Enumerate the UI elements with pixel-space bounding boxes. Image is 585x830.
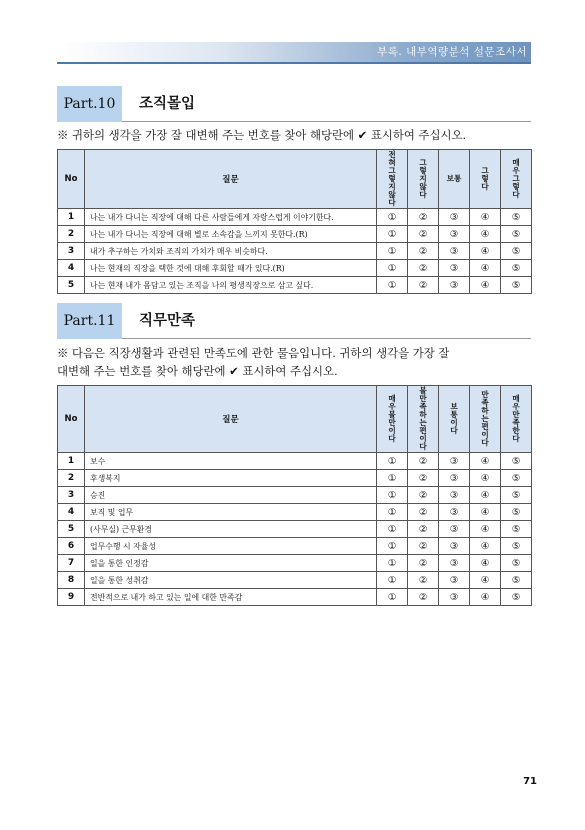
answer-choice-1[interactable]: ① [377,470,408,487]
answer-choice-4[interactable]: ④ [470,243,501,260]
row-number: 6 [58,538,85,555]
answer-choice-4[interactable]: ④ [470,572,501,589]
answer-choice-1[interactable]: ① [377,487,408,504]
question-text: 나는 내가 다니는 직장에 대해 다른 사람들에게 자랑스럽게 이야기한다. [85,209,377,226]
column-header-question: 질문 [85,150,377,209]
question-text: (사무실) 근무환경 [85,521,377,538]
answer-choice-3[interactable]: ③ [439,504,470,521]
part10-instruction: ※ 귀하의 생각을 가장 잘 대변해 주는 번호를 찾아 해당란에 ✔ 표시하여 주십시오. [57,128,467,142]
answer-choice-3[interactable]: ③ [439,226,470,243]
question-text: 전반적으로 내가 하고 있는 일에 대한 만족감 [85,589,377,606]
answer-choice-1[interactable]: ① [377,504,408,521]
table-row [58,260,532,277]
column-header-option: 보통이다 [439,386,470,453]
question-text: 나는 내가 다니는 직장에 대해 별로 소속감을 느끼지 못한다.(R) [85,226,377,243]
row-number: 3 [58,487,85,504]
answer-choice-2[interactable]: ② [408,538,439,555]
part11-tab: Part.11 [57,303,122,339]
answer-choice-2[interactable]: ② [408,277,439,294]
answer-choice-4[interactable]: ④ [470,260,501,277]
part11-instruction [57,344,531,380]
question-text: 보직 및 업무 [85,504,377,521]
part11-survey-table [57,385,532,606]
table-row [58,277,532,294]
running-header-title: 부록. 내부역량분석 설문조사서 [377,46,527,58]
answer-choice-3[interactable]: ③ [439,243,470,260]
answer-choice-1[interactable]: ① [377,521,408,538]
column-header-no: No [58,386,85,453]
table-row [58,555,532,572]
answer-choice-5[interactable]: ⑤ [501,277,532,294]
answer-choice-4[interactable]: ④ [470,538,501,555]
answer-choice-5[interactable]: ⑤ [501,555,532,572]
answer-choice-2[interactable]: ② [408,453,439,470]
answer-choice-2[interactable]: ② [408,589,439,606]
answer-choice-3[interactable]: ③ [439,470,470,487]
part10-survey-table [57,149,532,294]
answer-choice-5[interactable]: ⑤ [501,243,532,260]
answer-choice-1[interactable]: ① [377,226,408,243]
answer-choice-3[interactable]: ③ [439,572,470,589]
row-number: 1 [58,209,85,226]
answer-choice-3[interactable]: ③ [439,260,470,277]
answer-choice-4[interactable]: ④ [470,470,501,487]
answer-choice-4[interactable]: ④ [470,209,501,226]
answer-choice-5[interactable]: ⑤ [501,487,532,504]
table-row [58,453,532,470]
row-number: 7 [58,555,85,572]
column-header-option: 그렇지 않다 [408,150,439,209]
answer-choice-3[interactable]: ③ [439,555,470,572]
row-number: 2 [58,226,85,243]
answer-choice-4[interactable]: ④ [470,504,501,521]
row-number: 5 [58,521,85,538]
question-text: 일을 통한 성취감 [85,572,377,589]
question-text: 승진 [85,487,377,504]
row-number: 9 [58,589,85,606]
answer-choice-3[interactable]: ③ [439,589,470,606]
answer-choice-2[interactable]: ② [408,209,439,226]
answer-choice-2[interactable]: ② [408,487,439,504]
answer-choice-4[interactable]: ④ [470,453,501,470]
row-number: 2 [58,470,85,487]
table-row [58,470,532,487]
column-header-option: 전혀 그렇지 않다 [377,150,408,209]
answer-choice-2[interactable]: ② [408,521,439,538]
part10-title: 조직몰입 [139,96,196,112]
question-text: 보수 [85,453,377,470]
column-header-option: 그렇다 [470,150,501,209]
answer-choice-5[interactable]: ⑤ [501,521,532,538]
table-row [58,504,532,521]
question-text: 나는 현재 내가 몸담고 있는 조직을 나의 평생직장으로 삼고 싶다. [85,277,377,294]
table-row [58,589,532,606]
answer-choice-3[interactable]: ③ [439,209,470,226]
answer-choice-4[interactable]: ④ [470,226,501,243]
answer-choice-5[interactable]: ⑤ [501,572,532,589]
answer-choice-2[interactable]: ② [408,470,439,487]
part11-instruction-line: ※ 다음은 직장생활과 관련된 만족도에 관한 물음입니다. 귀하의 생각을 가장 잘 [57,346,450,360]
table-row [58,487,532,504]
answer-choice-5[interactable]: ⑤ [501,470,532,487]
part11-heading [57,303,531,339]
part11-rule [122,338,531,339]
question-text: 후생복지 [85,470,377,487]
answer-choice-5[interactable]: ⑤ [501,260,532,277]
question-text: 나는 현재의 직장을 택한 것에 대해 후회할 때가 있다.(R) [85,260,377,277]
answer-choice-2[interactable]: ② [408,260,439,277]
part11-instruction-line: 대변해 주는 번호를 찾아 해당란에 ✔ 표시하여 주십시오. [57,364,338,378]
answer-choice-4[interactable]: ④ [470,277,501,294]
column-header-question: 질문 [85,386,377,453]
answer-choice-5[interactable]: ⑤ [501,504,532,521]
answer-choice-1[interactable]: ① [377,209,408,226]
answer-choice-1[interactable]: ① [377,589,408,606]
answer-choice-5[interactable]: ⑤ [501,538,532,555]
row-number: 1 [58,453,85,470]
answer-choice-3[interactable]: ③ [439,521,470,538]
answer-choice-1[interactable]: ① [377,572,408,589]
answer-choice-4[interactable]: ④ [470,487,501,504]
answer-choice-4[interactable]: ④ [470,521,501,538]
answer-choice-2[interactable]: ② [408,504,439,521]
part10-heading [57,86,531,122]
answer-choice-2[interactable]: ② [408,572,439,589]
answer-choice-3[interactable]: ③ [439,538,470,555]
page-number: 71 [523,776,537,787]
row-number: 8 [58,572,85,589]
column-header-option: 매우 만족한다 [501,386,532,453]
answer-choice-3[interactable]: ③ [439,453,470,470]
answer-choice-1[interactable]: ① [377,453,408,470]
column-header-option: 만족하는편이다 [470,386,501,453]
table-row [58,209,532,226]
question-text: 내가 추구하는 가치와 조직의 가치가 매우 비슷하다. [85,243,377,260]
row-number: 4 [58,504,85,521]
answer-choice-5[interactable]: ⑤ [501,226,532,243]
header-rule [57,62,531,64]
answer-choice-1[interactable]: ① [377,538,408,555]
row-number: 3 [58,243,85,260]
answer-choice-3[interactable]: ③ [439,487,470,504]
column-header-option: 보통 [439,150,470,209]
part10-rule [122,121,531,122]
column-header-option: 매우 그렇다 [501,150,532,209]
part11-title: 직무만족 [139,313,196,329]
answer-choice-2[interactable]: ② [408,226,439,243]
row-number: 4 [58,260,85,277]
answer-choice-1[interactable]: ① [377,555,408,572]
column-header-no: No [58,150,85,209]
answer-choice-1[interactable]: ① [377,277,408,294]
answer-choice-1[interactable]: ① [377,243,408,260]
answer-choice-5[interactable]: ⑤ [501,453,532,470]
answer-choice-4[interactable]: ④ [470,555,501,572]
table-row [58,572,532,589]
column-header-option: 불만족하는편이다 [408,386,439,453]
row-number: 5 [58,277,85,294]
column-header-option: 매우 불만이다 [377,386,408,453]
question-text: 일을 통한 인정감 [85,555,377,572]
question-text: 업무수행 시 자율성 [85,538,377,555]
answer-choice-2[interactable]: ② [408,243,439,260]
answer-choice-5[interactable]: ⑤ [501,589,532,606]
answer-choice-5[interactable]: ⑤ [501,209,532,226]
table-row [58,521,532,538]
answer-choice-1[interactable]: ① [377,260,408,277]
table-row [58,243,532,260]
table-row [58,226,532,243]
answer-choice-3[interactable]: ③ [439,277,470,294]
table-row [58,538,532,555]
answer-choice-4[interactable]: ④ [470,589,501,606]
part10-tab: Part.10 [57,86,122,122]
answer-choice-2[interactable]: ② [408,555,439,572]
